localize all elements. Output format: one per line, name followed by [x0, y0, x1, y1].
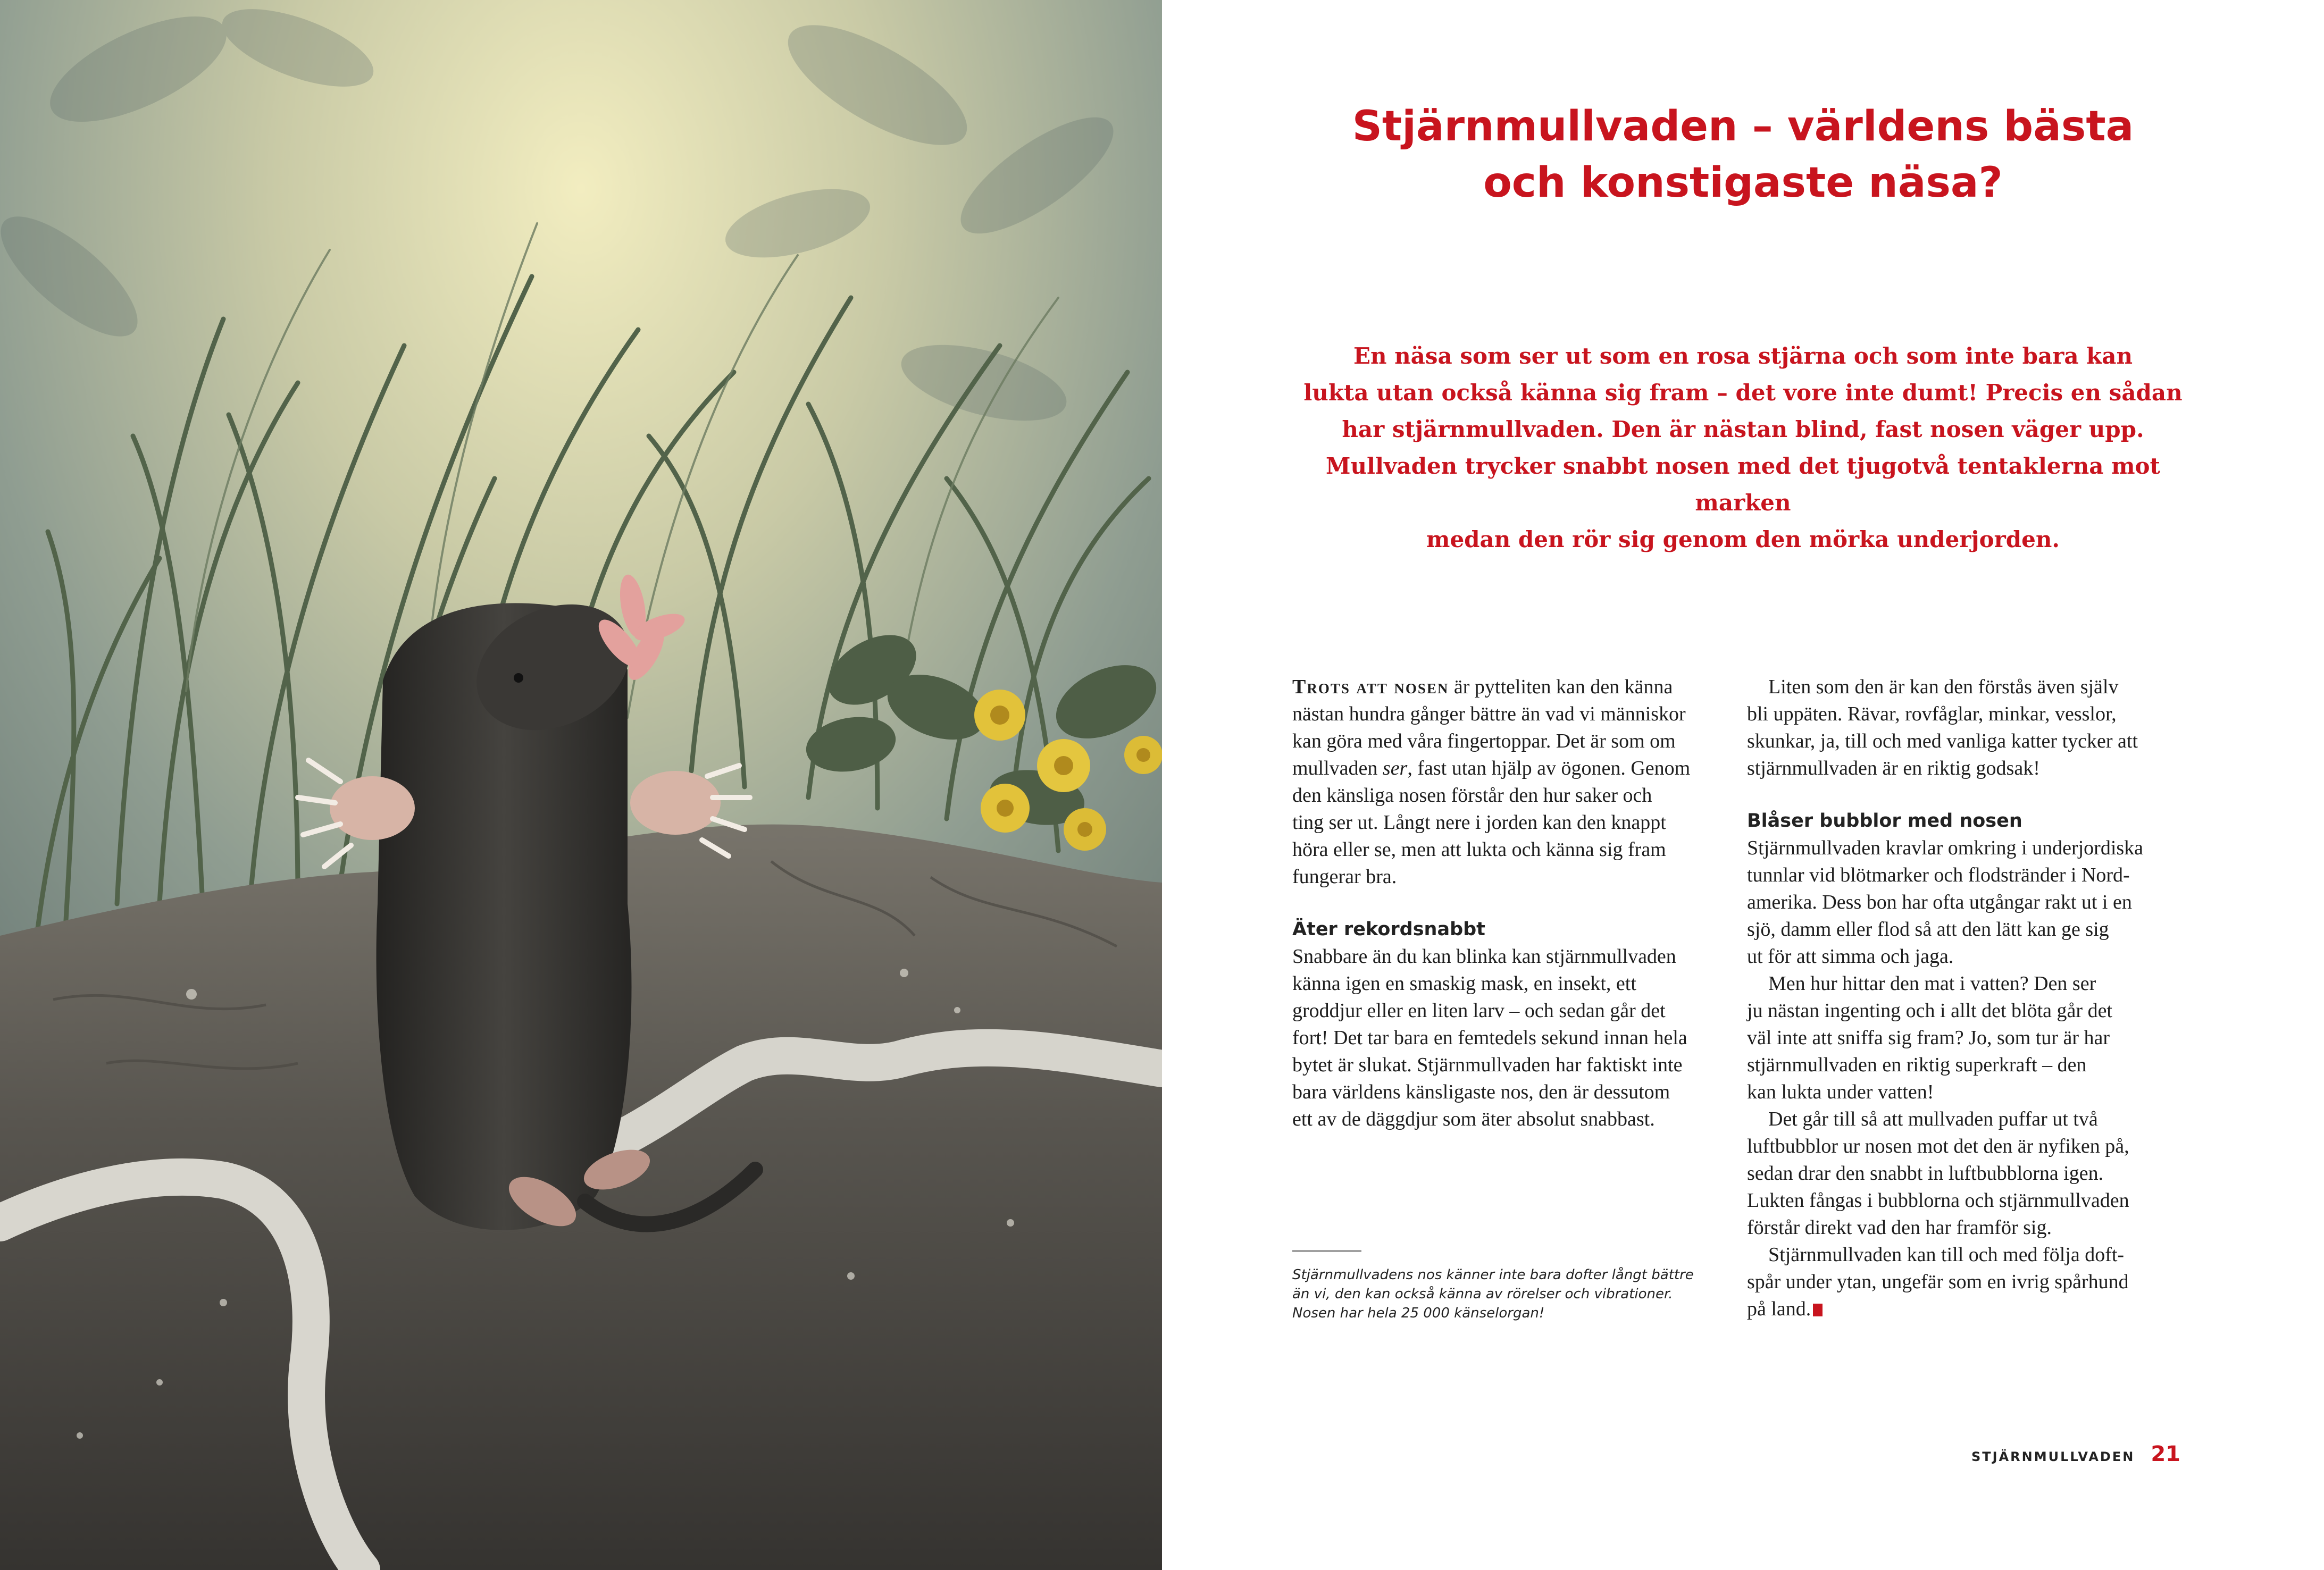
article-title: [1205, 98, 2281, 211]
body-line: kan göra med våra fingertoppar. Det är som om: [1292, 730, 1676, 752]
body-column-right: [1747, 674, 2204, 1323]
body-line: känna igen en smaskig mask, en insekt, ett: [1292, 972, 1636, 995]
intro-paragraph: [1292, 674, 1750, 891]
lead-line: har stjärnmullvaden. Den är nästan blind, fast nosen väger upp.: [1342, 416, 2144, 442]
body-line: höra eller se, men att lukta och känna sig fram: [1292, 838, 1666, 861]
body-line: ju nästan ingenting och i allt det blöta går det: [1747, 1000, 2112, 1022]
body-line: Det går till så att mullvaden puffar ut två: [1768, 1108, 2098, 1130]
lead-line: En näsa som ser ut som en rosa stjärna och som inte bara kan: [1353, 343, 2133, 369]
body-line: den känsliga nosen förstår den hur saker och: [1292, 784, 1652, 807]
body-text: , fast utan hjälp av ögonen. Genom: [1407, 757, 1691, 779]
body-line: bli uppäten. Rävar, rovfåglar, minkar, vesslor,: [1747, 703, 2117, 725]
body-line: väl inte att sniffa sig fram? Jo, som tur är har: [1747, 1027, 2110, 1049]
body-line: fort! Det tar bara en femtedels sekund innan hela: [1292, 1027, 1687, 1049]
body-line: luftbubblor ur nosen mot det den är nyfiken på,: [1747, 1135, 2129, 1157]
body-line: spår under ytan, ungefär som en ivrig spårhund: [1747, 1271, 2129, 1293]
intro-small-caps: Trots att nosen: [1292, 676, 1449, 698]
lead-line: Mullvaden trycker snabbt nosen med det tjugotvå tentaklerna mot marken: [1326, 453, 2160, 516]
page-number: 21: [2151, 1442, 2180, 1466]
page-footer: [1971, 1442, 2180, 1466]
body-line: stjärnmullvaden en riktig superkraft – den: [1747, 1054, 2087, 1076]
body-line: skunkar, ja, till och med vanliga katter tycker att: [1747, 730, 2138, 752]
body-line: ting ser ut. Långt nere i jorden kan den knappt: [1292, 811, 1666, 834]
body-line: amerika. Dess bon har ofta utgångar rakt ut i en: [1747, 891, 2132, 913]
body-line: ut för att simma och jaga.: [1747, 945, 1954, 968]
text-page: [1162, 0, 2324, 1570]
subhead-bubbles: Blåser bubblor med nosen: [1747, 810, 2022, 832]
emphasis-text: ser: [1382, 757, 1408, 779]
body-line: sedan drar den snabbt in luftbubblorna igen.: [1747, 1162, 2104, 1185]
body-line: Snabbare än du kan blinka kan stjärnmullvaden: [1292, 945, 1676, 968]
water-paragraph: [1747, 970, 2204, 1106]
body-line: groddjur eller en liten larv – och sedan går det: [1292, 1000, 1666, 1022]
bubble-paragraph: [1747, 1106, 2204, 1241]
title-line: Stjärnmullvaden – världens bästa: [1352, 103, 2134, 150]
section-paragraph: [1292, 943, 1750, 1133]
body-line: Stjärnmullvaden kravlar omkring i underjordiska: [1747, 837, 2144, 859]
body-line: tunnlar vid blötmarker och flodstränder i Nord-: [1747, 864, 2130, 886]
running-head: STJÄRNMULLVADEN: [1971, 1449, 2135, 1464]
body-line: ett av de däggdjur som äter absolut snabbast.: [1292, 1108, 1655, 1130]
body-line: [1292, 674, 1750, 701]
subhead-eats-fast: Äter rekordsnabbt: [1292, 919, 1485, 940]
body-line: Men hur hittar den mat i vatten? Den ser: [1768, 972, 2096, 995]
lead-line: lukta utan också känna sig fram – det vore inte dumt! Precis en sådan: [1303, 380, 2183, 406]
body-line: sjö, damm eller flod så att den lätt kan ge sig: [1747, 918, 2109, 941]
tracking-paragraph: [1747, 1241, 2204, 1323]
caption-rule: [1292, 1250, 1361, 1252]
body-line: Lukten fångas i bubblorna och stjärnmullvaden: [1747, 1189, 2129, 1212]
image-caption: [1292, 1265, 1718, 1323]
body-text: mullvaden: [1292, 757, 1383, 779]
body-line: kan lukta under vatten!: [1747, 1081, 1934, 1103]
body-line: [1292, 755, 1750, 782]
body-text: är pytteliten kan den känna: [1449, 676, 1673, 698]
caption-line: Nosen har hela 25 000 känselorgan!: [1292, 1305, 1545, 1321]
predators-paragraph: [1747, 674, 2204, 782]
habitat-paragraph: [1747, 835, 2204, 970]
body-line: bytet är slukat. Stjärnmullvaden har faktiskt inte: [1292, 1054, 1683, 1076]
body-line: stjärnmullvaden är en riktig godsak!: [1747, 757, 2040, 779]
caption-line: Stjärnmullvadens nos känner inte bara dofter långt bättre: [1292, 1267, 1694, 1283]
body-line: nästan hundra gånger bättre än vad vi människor: [1292, 703, 1686, 725]
title-line: och konstigaste näsa?: [1483, 159, 2003, 207]
end-mark-icon: [1813, 1304, 1823, 1316]
body-line: fungerar bra.: [1292, 866, 1397, 888]
caption-line: än vi, den kan också känna av rörelser och vibrationer.: [1292, 1286, 1673, 1302]
body-line: Liten som den är kan den förstås även själv: [1768, 676, 2119, 698]
body-line: bara världens känsligaste nos, den är dessutom: [1292, 1081, 1670, 1103]
mole-eye: [514, 673, 523, 683]
body-line: [1747, 1296, 2204, 1323]
body-column-left: [1292, 674, 1750, 1133]
body-text: på land.: [1747, 1298, 1811, 1320]
lead-paragraph: [1279, 338, 2207, 558]
body-line: förstår direkt vad den har framför sig.: [1747, 1216, 2052, 1239]
lead-line: medan den rör sig genom den mörka underjorden.: [1426, 526, 2060, 552]
body-line: Stjärnmullvaden kan till och med följa doft-: [1768, 1244, 2125, 1266]
